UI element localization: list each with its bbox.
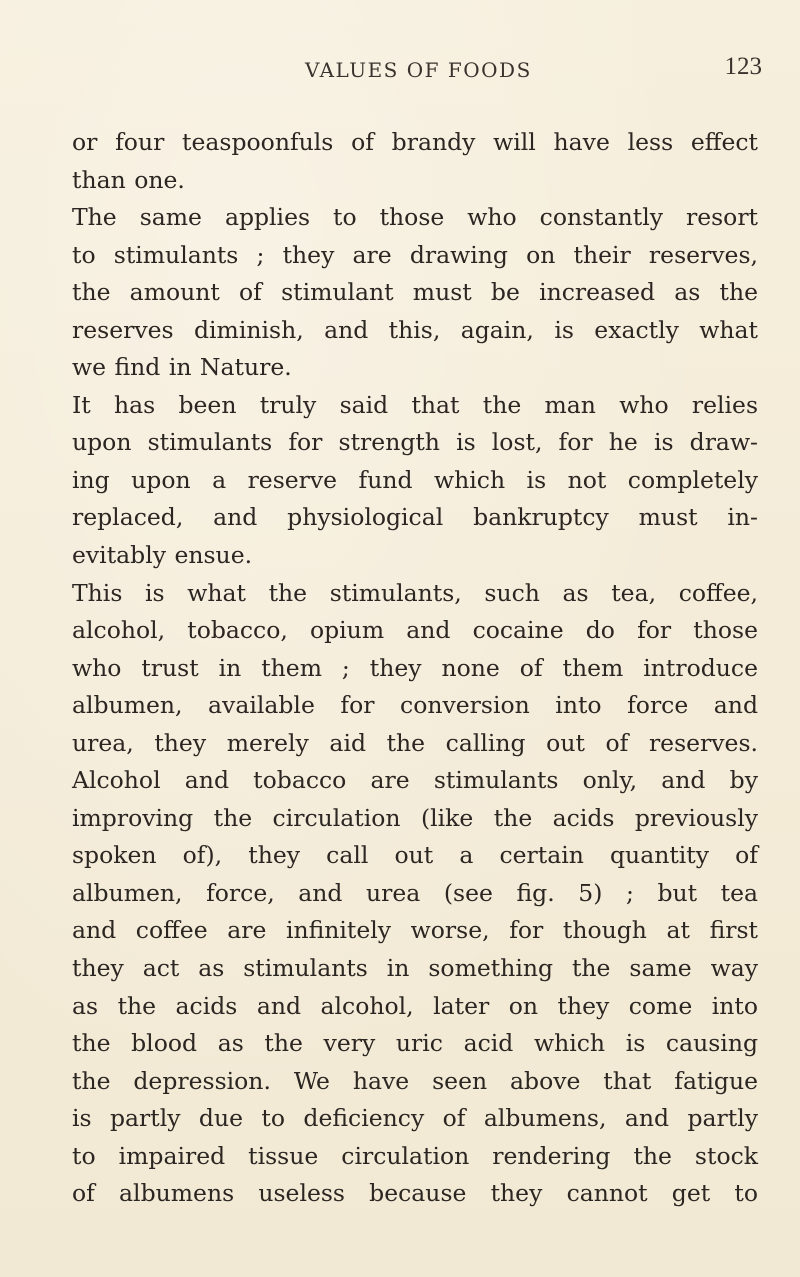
text-line: than one. xyxy=(72,165,185,194)
text-line: The same applies to those who constantly resort xyxy=(72,203,758,232)
page-number: 123 xyxy=(724,53,762,80)
text-line: improving the circulation (like the acids previously xyxy=(72,803,758,832)
text-line: of albumens useless because they cannot get to xyxy=(72,1179,758,1208)
text-line: evitably ensue. xyxy=(72,541,253,570)
text-line: is partly due to deficiency of albumens, and partly xyxy=(72,1104,758,1133)
text-line: we find in Nature. xyxy=(72,353,292,382)
text-line: reserves diminish, and this, again, is exactly what xyxy=(72,315,758,344)
body-text xyxy=(72,124,758,1213)
text-line: and coffee are infinitely worse, for though at first xyxy=(72,916,758,945)
text-line: albumen, force, and urea (see fig. 5) ; but tea xyxy=(72,878,758,907)
text-line: Alcohol and tobacco are stimulants only, and by xyxy=(72,766,758,795)
text-line: or four teaspoonfuls of brandy will have less effect xyxy=(72,128,758,156)
text-line: the depression. We have seen above that fatigue xyxy=(72,1066,758,1095)
text-line: alcohol, tobacco, opium and cocaine do for those xyxy=(72,616,758,645)
text-line: This is what the stimulants, such as tea, coffee, xyxy=(72,578,758,607)
text-line: It has been truly said that the man who relies xyxy=(72,390,758,419)
text-line: to stimulants ; they are drawing on their reserves, xyxy=(72,240,758,269)
text-line: who trust in them ; they none of them introduce xyxy=(72,653,758,682)
running-title: VALUES OF FOODS xyxy=(305,58,532,82)
text-line: albumen, available for conversion into force and xyxy=(72,691,758,720)
text-line: they act as stimulants in something the same way xyxy=(72,954,758,983)
text-line: upon stimulants for strength is lost, for he is draw- xyxy=(72,428,758,457)
text-line: ing upon a reserve fund which is not completely xyxy=(72,465,758,494)
text-line: as the acids and alcohol, later on they come into xyxy=(72,991,758,1020)
text-line: urea, they merely aid the calling out of reserves. xyxy=(72,728,758,757)
text-line: the amount of stimulant must be increased as the xyxy=(72,278,758,307)
text-line: the blood as the very uric acid which is causing xyxy=(72,1029,758,1058)
text-line: replaced, and physiological bankruptcy must in- xyxy=(72,503,758,532)
text-line: to impaired tissue circulation rendering the stock xyxy=(72,1141,758,1170)
text-line: spoken of), they call out a certain quantity of xyxy=(72,841,758,870)
